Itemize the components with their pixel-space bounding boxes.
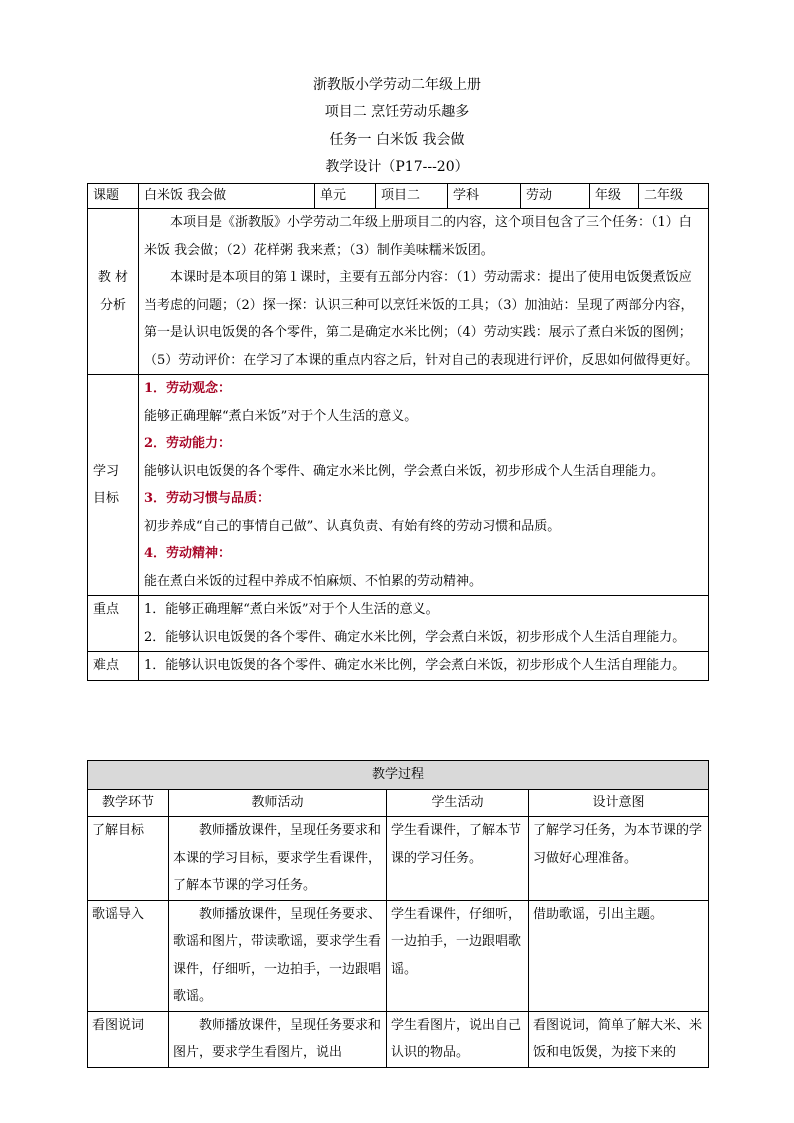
student-cell: 学生看课件，了解本节课的学习任务。: [387, 817, 529, 901]
unit-label: 单元: [315, 184, 376, 209]
goals-label-line2: 目标: [93, 491, 120, 506]
teacher-cell: 教师播放课件，呈现任务要求和图片，要求学生看图片，说出: [169, 1011, 387, 1067]
goal-heading-4: 4．劳动精神：: [144, 546, 232, 561]
subject-value: 劳动: [521, 184, 590, 209]
key-points-content: [139, 596, 709, 652]
student-cell: 学生看图片，说出自己认识的物品。: [387, 1011, 529, 1067]
analysis-paragraph-2: 本课时是本项目的第１课时，主要有五部分内容：（1）劳动需求：提出了使用电饭煲煮饭应当考虑的问题；（2）探一探：认识三种可以烹饪米饭的工具；（3）加油站：呈现了两部分内容，第一是认识电饭煲的各个零件，第二是确定水米比例；（4）劳动实践：展示了煮白米饭的图例；（5）劳动评价：在学习了本课的重点内容之后，针对自己的表现进行评价，反思如何做得更好。: [144, 270, 699, 368]
goals-content: [139, 375, 709, 596]
unit-value: 项目二: [376, 184, 448, 209]
goal-text-2: 能够认识电饭煲的各个零件、确定水米比例，学会煮白米饭，初步形成个人生活自理能力。: [144, 463, 665, 479]
student-cell: 学生看课件，仔细听，一边拍手，一边跟唱歌谣。: [387, 900, 529, 1011]
goal-heading-2: 2．劳动能力：: [144, 436, 232, 451]
doc-title-line1: 浙教版小学劳动二年级上册: [313, 77, 481, 93]
analysis-label-line2: 分析: [99, 297, 126, 313]
goals-row: [88, 375, 709, 596]
teacher-cell: 教师播放课件，呈现任务要求、歌谣和图片，带读歌谣，要求学生看课件，仔细听，一边拍手，一边跟唱歌谣。: [169, 900, 387, 1011]
stage-cell: 了解目标: [88, 817, 169, 901]
key-points-row: [88, 596, 709, 652]
goal-heading-3: 3．劳动习惯与品质：: [144, 491, 271, 506]
process-title: 教学过程: [88, 761, 709, 790]
doc-title-line3: 任务一 白米饭 我会做: [329, 132, 465, 148]
difficulties-label: 难点: [88, 652, 139, 681]
process-title-row: [88, 761, 709, 790]
analysis-content: [139, 209, 709, 375]
key-point-1: 1．能够正确理解“煮白米饭”对于个人生活的意义。: [144, 602, 439, 617]
topic-label: 课题: [88, 184, 139, 209]
difficulty-1: 1．能够认识电饭煲的各个零件、确定水米比例，学会煮白米饭，初步形成个人生活自理能力。: [144, 658, 686, 673]
analysis-paragraph-1: 本项目是《浙教版》小学劳动二年级上册项目二的内容，这个项目包含了三个任务：（1）白米饭 我会做；（2）花样粥 我来煮；（3）制作美味糯米饭团。: [144, 215, 692, 258]
header-intent: 设计意图: [529, 790, 709, 817]
doc-title-line4: 教学设计（P17---20）: [325, 159, 469, 175]
goal-text-1: 能够正确理解“煮白米饭”对于个人生活的意义。: [144, 408, 418, 424]
intent-cell: 看图说词，简单了解大米、米饭和电饭煲，为接下来的: [529, 1011, 709, 1067]
intent-cell: 借助歌谣，引出主题。: [529, 900, 709, 1011]
header-teacher: 教师活动: [169, 790, 387, 817]
subject-label: 学科: [448, 184, 521, 209]
stage-cell: 歌谣导入: [88, 900, 169, 1011]
process-row: [88, 1011, 709, 1067]
header-stage: 教学环节: [88, 790, 169, 817]
lesson-info-table: [87, 183, 709, 681]
goals-label-line1: 学习: [93, 463, 120, 479]
key-points-label: 重点: [88, 596, 139, 652]
goal-heading-1: 1．劳动观念：: [144, 381, 232, 396]
goal-text-4: 能在煮白米饭的过程中养成不怕麻烦、不怕累的劳动精神。: [144, 573, 483, 589]
header-student: 学生活动: [387, 790, 529, 817]
info-row: [88, 184, 709, 209]
doc-title-line2: 项目二 烹饪劳动乐趣多: [324, 104, 470, 120]
process-row: [88, 817, 709, 901]
key-point-2: 2．能够认识电饭煲的各个零件、确定水米比例，学会煮白米饭，初步形成个人生活自理能力。: [144, 629, 686, 645]
stage-cell: 看图说词: [88, 1011, 169, 1067]
analysis-row: [88, 209, 709, 375]
grade-value: 二年级: [639, 184, 709, 209]
process-header-row: [88, 790, 709, 817]
teaching-process-table: [87, 760, 709, 1068]
goals-label: [88, 375, 139, 596]
topic-value: 白米饭 我会做: [139, 184, 315, 209]
analysis-label: [88, 209, 139, 375]
goal-text-3: 初步养成“自己的事情自己做”、认真负责、有始有终的劳动习惯和品质。: [144, 518, 561, 534]
grade-label: 年级: [590, 184, 639, 209]
intent-cell: 了解学习任务，为本节课的学习做好心理准备。: [529, 817, 709, 901]
process-row: [88, 900, 709, 1011]
difficulties-content: [139, 652, 709, 681]
teacher-cell: 教师播放课件，呈现任务要求和本课的学习目标，要求学生看课件，了解本节课的学习任务。: [169, 817, 387, 901]
difficulties-row: [88, 652, 709, 681]
analysis-label-line1: 教 材: [97, 270, 129, 285]
